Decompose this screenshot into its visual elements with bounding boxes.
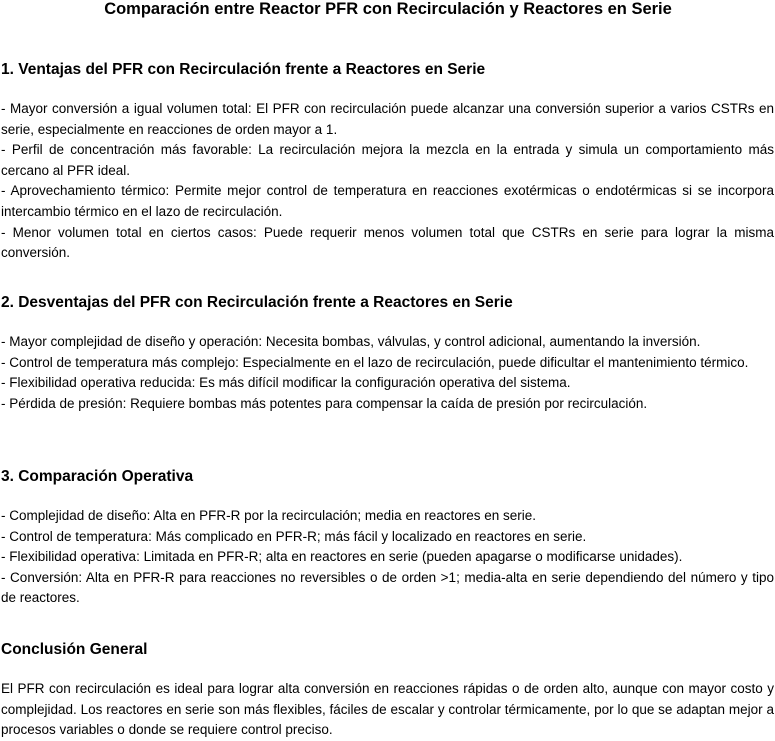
paragraph: - Pérdida de presión: Requiere bombas más potentes para compensar la caída de presión por recirculación.	[1, 395, 648, 411]
paragraph: - Control de temperatura: Más complicado en PFR-R; más fácil y localizado en reactores en serie.	[1, 528, 587, 544]
section-heading: 2. Desventajas del PFR con Recirculación frente a Reactores en Serie	[1, 294, 513, 311]
section-advantages	[1, 60, 774, 264]
paragraph: - Flexibilidad operativa reducida: Es más difícil modificar la configuración operativa del sistema.	[1, 375, 571, 391]
document-title: Comparación entre Reactor PFR con Recirculación y Reactores en Serie	[104, 0, 672, 18]
section-disadvantages	[1, 293, 774, 414]
paragraph: El PFR con recirculación es ideal para lograr alta conversión en reacciones rápidas o de orden alto, aunque con mayor costo y complejidad. Los reactores en serie son más flexibles, fáciles de escalar y controlar térmicamente, por lo que se adaptan mejor a procesos variables o donde se requiere control preciso.	[1, 681, 774, 738]
paragraph: - Mayor complejidad de diseño y operación: Necesita bombas, válvulas, y control adicional, aumentando la inversión.	[1, 334, 701, 349]
paragraph: - Conversión: Alta en PFR-R para reacciones no reversibles o de orden >1; media-alta en serie dependiendo del número y tipo de reactores.	[1, 569, 774, 606]
paragraph: - Mayor conversión a igual volumen total: El PFR con recirculación puede alcanzar una conversión superior a varios CSTRs en serie, especialmente en reacciones de orden mayor a 1.	[1, 101, 774, 137]
paragraph: - Complejidad de diseño: Alta en PFR-R por la recirculación; media en reactores en serie.	[1, 508, 537, 523]
section-conclusion	[1, 640, 774, 741]
paragraph: - Flexibilidad operativa: Limitada en PFR-R; alta en reactores en serie (pueden apagarse o modificarse unidades).	[1, 549, 683, 565]
paragraph: - Perfil de concentración más favorable: La recirculación mejora la mezcla en la entrada y simula un comportamiento más cercano al PFR ideal.	[1, 142, 774, 178]
paragraph: - Control de temperatura más complejo: Especialmente en el lazo de recirculación, puede dificultar el mantenimiento térmico.	[1, 354, 749, 370]
section-heading: 3. Comparación Operativa	[1, 468, 194, 485]
paragraph: - Menor volumen total en ciertos casos: Puede requerir menos volumen total que CSTRs en serie para lograr la misma conversión.	[1, 224, 774, 261]
section-operational-comparison	[1, 467, 774, 609]
section-heading: Conclusión General	[1, 641, 148, 658]
section-heading: 1. Ventajas del PFR con Recirculación frente a Reactores en Serie	[1, 61, 486, 78]
paragraph: - Aprovechamiento térmico: Permite mejor control de temperatura en reacciones exotérmicas o endotérmicas si se incorpora intercambio térmico en el lazo de recirculación.	[1, 183, 774, 219]
